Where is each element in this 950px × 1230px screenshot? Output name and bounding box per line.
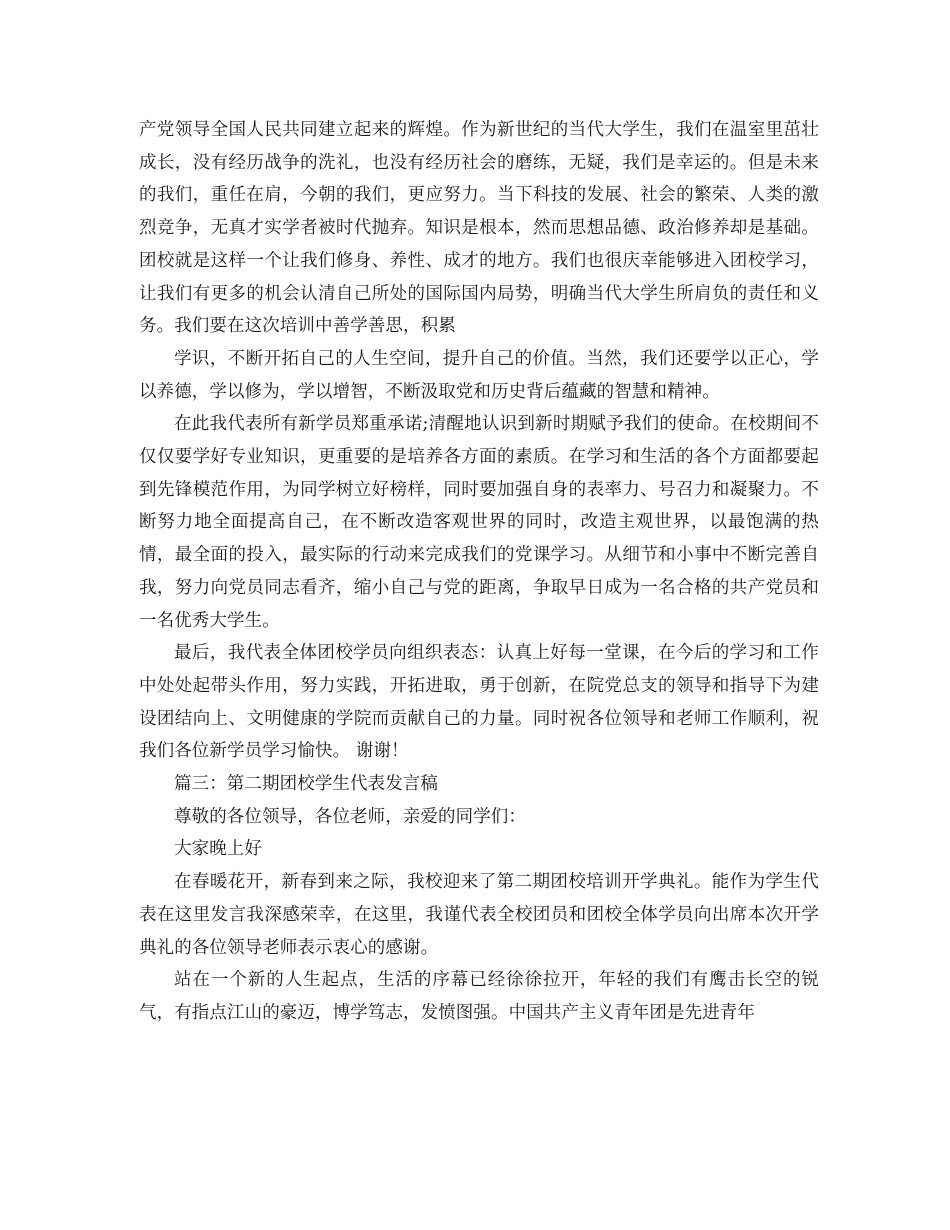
section-heading: 篇三：第二期团校学生代表发言稿 (174, 774, 438, 795)
paragraph-ceremony: 在春暖花开，新春到来之际，我校迎来了第二期团校培训开学典礼。能作为学生代表在这里发言我深感荣幸，在这里，我谨代表全校团员和团校全体学员向出席本次开学典礼的各位领导老师表示衷心的感谢。 (139, 872, 819, 958)
paragraph-learning: 学识，不断开拓自己的人生空间，提升自己的价值。当然，我们还要学以正心，学以养德，学以修为，学以增智，不断汲取党和历史背后蕴藏的智慧和精神。 (139, 348, 819, 402)
greeting: 大家晚上好 (174, 839, 262, 860)
paragraph-starting-point: 站在一个新的人生起点，生活的序幕已经徐徐拉开，年轻的我们有鹰击长空的锐气，有指点江山的豪迈，博学笃志，发愤图强。中国共产主义青年团是先进青年 (139, 970, 819, 1023)
document-body (139, 114, 819, 1030)
paragraph-pledge: 在此我代表所有新学员郑重承诺;清醒地认识到新时期赋予我们的使命。在校期间不仅仅要学好专业知识，更重要的是培养各方面的素质。在学习和生活的各个方面都要起到先锋模范作用，为同学树立好榜样，同时要加强自身的表率力、号召力和凝聚力。不断努力地全面提高自己，在不断改造客观世界的同时，改造主观世界，以最饱满的热情，最全面的投入，最实际的行动来完成我们的党课学习。从细节和小事中不断完善自我，努力向党员同志看齐，缩小自己与党的距离，争取早日成为一名合格的共产党员和一名优秀大学生。 (139, 414, 819, 631)
paragraph-closing: 最后，我代表全体团校学员向组织表态：认真上好每一堂课，在今后的学习和工作中处处起带头作用，努力实践，开拓进取，勇于创新，在院党总支的领导和指导下为建设团结向上、文明健康的学院而贡献自己的力量。同时祝各位领导和老师工作顺利，祝我们各位新学员学习愉快。 谢谢！ (139, 643, 819, 762)
paragraph-continuation: 产党领导全国人民共同建立起来的辉煌。作为新世纪的当代大学生，我们在温室里茁壮成长，没有经历战争的洗礼，也没有经历社会的磨练，无疑，我们是幸运的。但是未来的我们，重任在肩，今朝的我们，更应努力。当下科技的发展、社会的繁荣、人类的激烈竞争，无真才实学者被时代抛弃。知识是根本，然而思想品德、政治修养却是基础。团校就是这样一个让我们修身、养性、成才的地方。我们也很庆幸能够进入团校学习，让我们有更多的机会认清自己所处的国际国内局势，明确当代大学生所肩负的责任和义务。我们要在这次培训中善学善思，积累 (139, 120, 819, 337)
salutation: 尊敬的各位领导，各位老师，亲爱的同学们： (174, 806, 526, 827)
